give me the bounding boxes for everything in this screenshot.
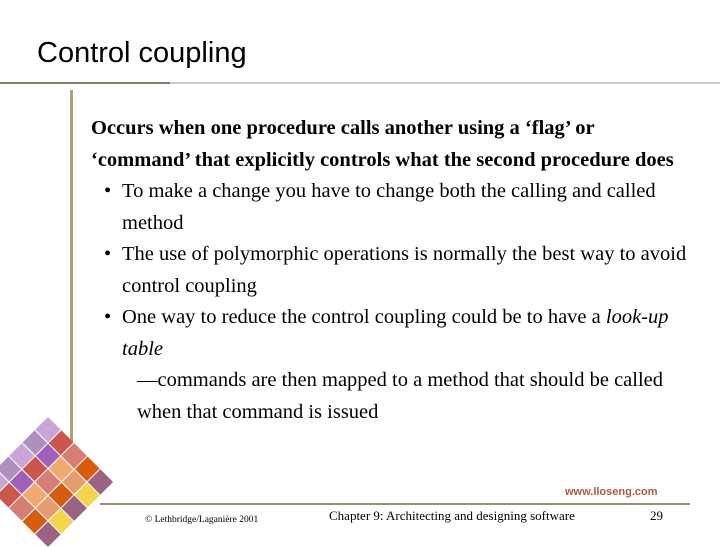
bullet-item	[91, 176, 691, 239]
slide-content	[91, 113, 691, 428]
title-underline-accent	[0, 82, 170, 84]
footer-rule	[100, 503, 690, 505]
sub-point: —commands are then mapped to a method that should be called when that command is issued	[137, 369, 664, 423]
footer-copyright: © Lethbridge/Laganière 2001	[145, 515, 259, 525]
bullet-text: One way to reduce the control coupling could be to have a	[122, 306, 606, 328]
brand-url: www.lloseng.com	[565, 486, 658, 498]
bullet-marker: •	[104, 180, 112, 202]
left-vertical-rule	[70, 90, 73, 450]
decorative-mosaic	[0, 417, 113, 547]
bullet-text-italic: look-up table	[122, 306, 669, 360]
slide-title: Control coupling	[37, 37, 247, 69]
bullet-item	[91, 302, 691, 365]
footer-chapter: Chapter 9: Architecting and designing software	[329, 508, 575, 523]
intro-paragraph: Occurs when one procedure calls another using a ‘flag’ or ‘command’ that explicitly controls what the second procedure does	[91, 117, 674, 171]
page-number: 29	[650, 508, 663, 523]
bullet-marker: •	[104, 243, 112, 265]
bullet-item	[91, 239, 691, 302]
bullet-text: The use of polymorphic operations is normally the best way to avoid control coupling	[122, 243, 687, 297]
bullet-text: To make a change you have to change both the calling and called method	[122, 180, 656, 234]
bullet-marker: •	[104, 306, 112, 328]
